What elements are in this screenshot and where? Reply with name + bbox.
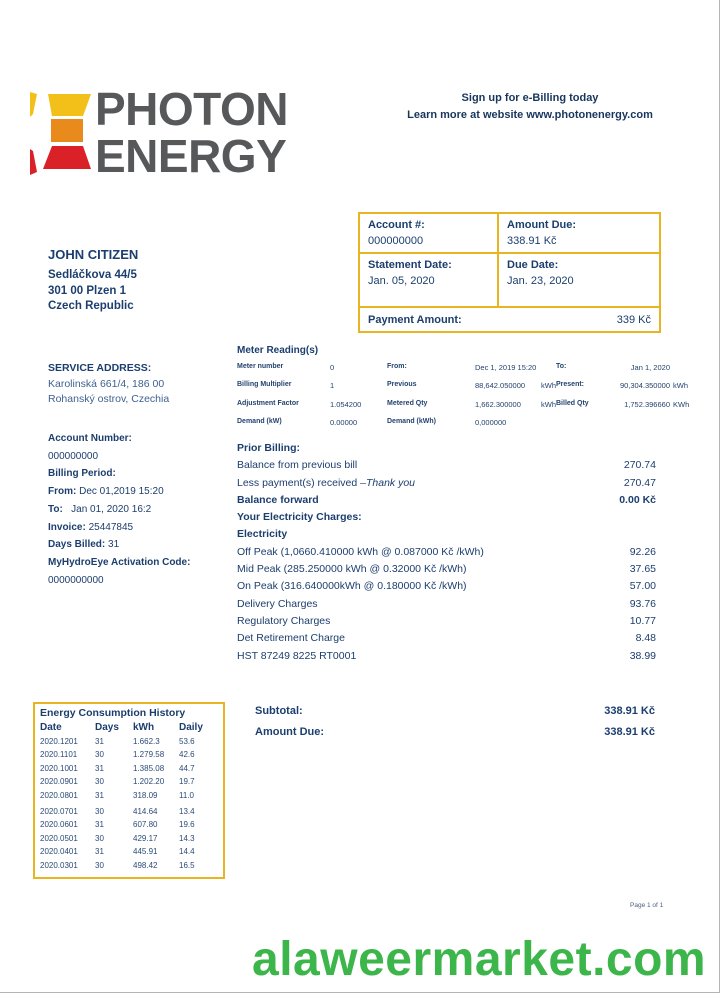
- account-number-value: 000000000: [368, 235, 424, 247]
- subtotal-value: 338.91 Kč: [604, 705, 655, 717]
- days-billed-line: [48, 536, 190, 554]
- billing-to-line: [48, 501, 190, 519]
- days-billed-label: Days Billed:: [48, 539, 106, 551]
- meter-readings-table: [237, 363, 693, 437]
- meter-cell: Metered Qty: [387, 399, 428, 407]
- to-label: To:: [48, 503, 63, 515]
- customer-address-line: Czech Republic: [48, 300, 134, 312]
- customer-address-line: Sedláčkova 44/5: [48, 269, 137, 281]
- charge-row: [237, 563, 656, 580]
- charge-label: Balance from previous bill: [237, 459, 358, 472]
- consumption-row: [40, 775, 218, 788]
- charge-amount: 37.65: [629, 563, 656, 576]
- charge-amount: 92.26: [629, 545, 656, 558]
- due-date-value: Jan. 23, 2020: [507, 275, 574, 287]
- charge-amount: 57.00: [629, 580, 656, 593]
- consumption-history-box: [33, 702, 225, 879]
- consumption-row: [40, 735, 218, 748]
- due-date-cell: [499, 254, 659, 306]
- service-address-label: SERVICE ADDRESS:: [48, 362, 152, 374]
- charge-amount: 93.76: [629, 597, 656, 610]
- consumption-cell: 498.42: [133, 860, 158, 870]
- invoice-label: Invoice:: [48, 521, 86, 533]
- charge-row: [237, 580, 656, 597]
- logo-line-1: PHOTON: [95, 83, 288, 135]
- charge-row: [237, 477, 656, 494]
- consumption-cell: 2020.0901: [40, 777, 78, 787]
- consumption-cell: 30: [95, 807, 104, 817]
- amount-due-value: 338.91 Kč: [604, 726, 655, 738]
- consumption-cell: 31: [95, 820, 104, 830]
- meter-cell: [556, 418, 594, 436]
- meter-cell: Adjustment Factor: [237, 399, 299, 407]
- meter-cell: [670, 418, 692, 436]
- meter-cell: Previous: [387, 381, 417, 389]
- customer-address-block: [48, 247, 138, 315]
- charge-amount: 270.74: [623, 459, 656, 472]
- consumption-cell: 30: [95, 860, 104, 870]
- payment-amount-value: 339 Kč: [616, 313, 651, 326]
- service-address-line: Karolinská 661/4, 186 00: [48, 377, 165, 390]
- consumption-cell: 2020.1101: [40, 750, 78, 760]
- consumption-cell: 2020.0501: [40, 833, 78, 843]
- meter-cell: kWh: [541, 399, 556, 409]
- promo-line-1: Sign up for e-Billing today: [461, 92, 599, 104]
- consumption-row: [40, 789, 218, 802]
- meter-readings-title: Meter Reading(s): [237, 345, 319, 356]
- consumption-row: [40, 818, 218, 831]
- meter-cell: Billing Multiplier: [237, 381, 292, 389]
- charge-amount: 0.00 Kč: [619, 493, 656, 506]
- charge-label: On Peak (316.640000kWh @ 0.180000 Kč /kWh): [237, 580, 467, 593]
- charge-label-suffix: –Thank you: [360, 476, 416, 489]
- meter-cell: Demand (kW): [237, 418, 282, 426]
- account-number-cell: [360, 214, 499, 254]
- consumption-cell: 607.80: [133, 820, 158, 830]
- subtotal-label: Subtotal:: [255, 705, 303, 717]
- charge-label: Regulatory Charges: [237, 614, 331, 627]
- consumption-header: Daily: [179, 722, 203, 733]
- charge-label: Balance forward: [237, 493, 319, 506]
- charge-amount: 270.47: [623, 476, 656, 489]
- consumption-cell: 44.7: [179, 763, 195, 773]
- service-address-line: Rohanský ostrov, Czechia: [48, 393, 170, 405]
- consumption-cell: 414.64: [133, 807, 158, 817]
- charge-label: Your Electricity Charges:: [237, 511, 362, 524]
- charge-label: Electricity: [237, 528, 288, 541]
- consumption-cell: 42.6: [179, 750, 195, 760]
- activation-code-label: MyHydroEye Activation Code:: [48, 556, 191, 568]
- consumption-cell: 19.6: [179, 820, 195, 830]
- service-address-block: [48, 361, 169, 408]
- charge-row: [237, 598, 656, 615]
- customer-name: JOHN CITIZEN: [48, 247, 139, 262]
- billing-period-label: Billing Period:: [48, 468, 116, 480]
- consumption-cell: 14.3: [179, 833, 195, 843]
- charge-label: Off Peak (1,0660.410000 kWh @ 0.087000 Kč /kWh): [237, 545, 484, 558]
- charge-amount: 8.48: [635, 632, 656, 645]
- consumption-cell: 2020.0401: [40, 847, 78, 857]
- consumption-row: [40, 859, 218, 872]
- amount-due-row: [255, 726, 655, 747]
- consumption-cell: 30: [95, 750, 104, 760]
- consumption-header: Date: [40, 722, 62, 733]
- invoice-value: 25447845: [88, 521, 134, 533]
- totals-section: [255, 705, 655, 747]
- charge-row: [237, 632, 656, 649]
- amount-due-cell: [499, 214, 659, 254]
- amount-due-label: Amount Due:: [507, 219, 577, 231]
- consumption-cell: 31: [95, 737, 104, 746]
- meter-cell: [538, 363, 556, 381]
- charge-label: Delivery Charges: [237, 597, 318, 610]
- consumption-history-title: Energy Consumption History: [40, 707, 186, 719]
- days-billed-value: 31: [108, 539, 120, 551]
- invoice-line: [48, 519, 190, 537]
- amount-due-label: Amount Due:: [255, 726, 325, 738]
- meter-cell: Dec 1, 2019 15:20: [475, 363, 537, 372]
- consumption-cell: 2020.1201: [40, 737, 78, 746]
- watermark-text: alaweermarket.com: [252, 933, 707, 986]
- consumption-cell: 30: [95, 833, 104, 843]
- consumption-header-row: [40, 720, 218, 735]
- charge-row: [237, 511, 656, 528]
- account-summary-grid: [360, 214, 659, 306]
- payment-amount-label: Payment Amount:: [368, 313, 462, 326]
- meter-cell: Present:: [556, 381, 585, 389]
- meter-cell: 88,642.050000: [475, 381, 526, 391]
- from-value: Dec 01,2019 15:20: [79, 486, 164, 498]
- account-number-label: Account Number:: [48, 433, 132, 444]
- consumption-header: Days: [95, 722, 119, 733]
- consumption-row: [40, 762, 218, 775]
- consumption-row: [40, 805, 218, 818]
- meter-cell: 0,000000: [475, 418, 507, 428]
- statement-date-cell: [360, 254, 499, 306]
- due-date-label: Due Date:: [507, 259, 559, 271]
- consumption-cell: 53.6: [179, 737, 195, 746]
- consumption-cell: 16.5: [179, 860, 195, 870]
- charge-row: [237, 546, 656, 563]
- account-summary-box: [358, 212, 661, 333]
- meter-cell: [594, 418, 670, 436]
- charge-row: [237, 528, 656, 545]
- from-label: From:: [48, 486, 77, 498]
- meter-cell: 0.00000: [330, 418, 358, 428]
- meter-cell: [670, 363, 692, 381]
- activation-code-value: 0000000000: [48, 574, 104, 586]
- consumption-cell: 14.4: [179, 847, 195, 857]
- consumption-cell: 2020.0801: [40, 790, 78, 800]
- charge-row: [237, 494, 656, 511]
- prior-billing-title: Prior Billing:: [237, 442, 300, 454]
- consumption-header: kWh: [133, 722, 155, 733]
- consumption-cell: 429.17: [133, 833, 158, 843]
- meter-cell: [538, 418, 556, 436]
- charge-label: Mid Peak (285.250000 kWh @ 0.32000 Kč /kWh): [237, 563, 467, 576]
- meter-cell: Demand (kWh): [387, 418, 436, 426]
- consumption-cell: 30: [95, 777, 104, 787]
- consumption-cell: 2020.0601: [40, 820, 78, 830]
- meter-cell: 0: [330, 363, 335, 372]
- meter-cell: 1: [330, 381, 335, 391]
- charge-label: HST 87249 8225 RT0001: [237, 649, 357, 662]
- photon-energy-logo-icon: [30, 92, 91, 176]
- promo-line-2: Learn more at website www.photonenergy.com: [407, 109, 653, 121]
- meter-readings-section: [237, 345, 693, 437]
- consumption-cell: 31: [95, 790, 104, 800]
- statement-date-value: Jan. 05, 2020: [368, 275, 435, 287]
- account-number-label: Account #:: [368, 219, 425, 231]
- account-details-block: [48, 430, 190, 589]
- consumption-cell: 31: [95, 847, 104, 857]
- consumption-cell: 2020.0301: [40, 860, 78, 870]
- consumption-cell: 1.279.58: [133, 750, 165, 760]
- consumption-row: [40, 832, 218, 845]
- consumption-cell: 13.4: [179, 807, 195, 817]
- consumption-cell: 11.0: [179, 790, 194, 800]
- statement-date-label: Statement Date:: [368, 259, 452, 271]
- amount-due-value: 338.91 Kč: [507, 235, 557, 247]
- meter-cell: 1,662.300000: [475, 399, 521, 409]
- meter-cell: Meter number: [237, 363, 284, 370]
- consumption-cell: 2020.1001: [40, 763, 78, 773]
- account-number-value: 000000000: [48, 450, 99, 462]
- to-value: Jan 01, 2020 16:2: [71, 503, 152, 515]
- customer-address-line: 301 00 Plzen 1: [48, 284, 126, 297]
- payment-amount-row: [360, 306, 659, 331]
- logo-wordmark: [95, 83, 288, 182]
- meter-cell: kWh: [673, 381, 688, 391]
- meter-cell: kWh: [541, 381, 556, 391]
- ebilling-promo: [360, 90, 700, 124]
- consumption-cell: 19.7: [179, 777, 195, 787]
- meter-cell: Jan 1, 2020: [630, 363, 670, 372]
- charge-amount: 38.99: [629, 649, 656, 662]
- meter-cell: KWh: [673, 399, 690, 409]
- charge-amount: 10.77: [629, 614, 656, 627]
- charge-label: Less payment(s) received: [237, 476, 358, 489]
- meter-cell: Billed Qty: [556, 399, 589, 407]
- billing-from-line: [48, 483, 190, 501]
- consumption-row: [40, 748, 218, 761]
- consumption-cell: 1.385.08: [133, 763, 165, 773]
- charge-row: [237, 650, 656, 667]
- meter-cell: 90,304.350000: [619, 381, 670, 391]
- charge-label: Det Retirement Charge: [237, 632, 345, 645]
- consumption-row: [40, 845, 218, 858]
- consumption-cell: 445.91: [133, 847, 158, 857]
- meter-cell: To:: [556, 363, 567, 370]
- charges-section: [237, 442, 656, 667]
- consumption-cell: 318.09: [133, 790, 158, 800]
- charge-row: [237, 459, 656, 476]
- page-number: Page 1 of 1: [630, 902, 664, 909]
- subtotal-row: [255, 705, 655, 726]
- consumption-cell: 2020.0701: [40, 807, 78, 817]
- charge-row: [237, 615, 656, 632]
- meter-cell: From:: [387, 363, 407, 370]
- meter-cell: 1,752.396660: [624, 399, 670, 409]
- consumption-cell: 1.202.20: [133, 777, 165, 787]
- logo-line-2: ENERGY: [95, 130, 287, 182]
- meter-cell: 1.054200: [330, 399, 362, 409]
- consumption-cell: 31: [95, 763, 104, 773]
- consumption-cell: 1.662.3: [133, 737, 160, 746]
